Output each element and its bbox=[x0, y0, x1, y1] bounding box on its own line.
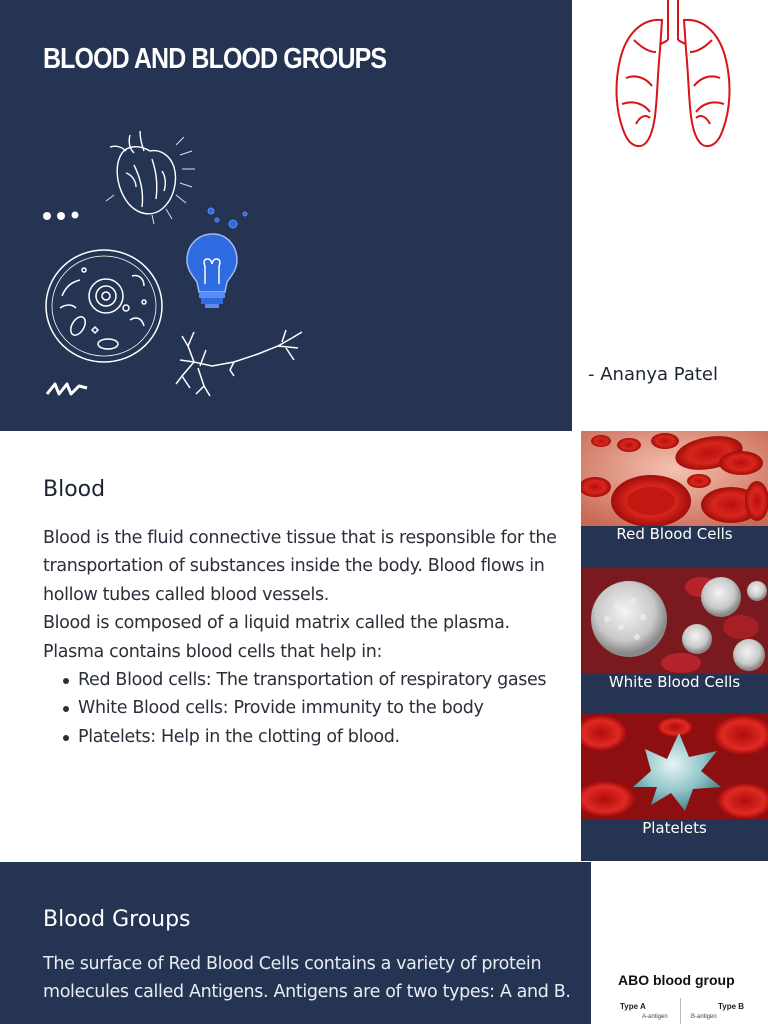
light-bulb-icon bbox=[183, 204, 253, 312]
blood-paragraph: Blood is composed of a liquid matrix called the plasma. bbox=[43, 613, 510, 634]
lungs-icon bbox=[612, 0, 738, 155]
red-blood-cells-image bbox=[581, 431, 768, 526]
abo-figure-title: ABO blood group bbox=[618, 972, 735, 988]
neuron-icon bbox=[174, 326, 306, 398]
abo-type-b-label: Type B bbox=[718, 1002, 745, 1011]
blood-paragraph: Blood is the fluid connective tissue that is responsible for the transportation of substances inside the body. Blood flows in hollow tubes called blood vessels. bbox=[43, 528, 557, 605]
blood-paragraph: Plasma contains blood cells that help in: bbox=[43, 641, 383, 662]
cell-label: Platelets bbox=[642, 819, 707, 837]
cell-label: White Blood Cells bbox=[608, 673, 741, 691]
title-slide-panel bbox=[0, 0, 572, 431]
slide-title: BLOOD AND BLOOD GROUPS bbox=[43, 43, 387, 75]
abo-divider bbox=[680, 998, 681, 1024]
blood-heading: Blood bbox=[43, 477, 106, 502]
heart-icon bbox=[100, 125, 196, 225]
platelets-image bbox=[581, 713, 768, 819]
cell-icon bbox=[44, 246, 166, 368]
cell-label: Red Blood Cells bbox=[616, 525, 733, 543]
abo-antigen-a-label: A-antigen bbox=[642, 1014, 668, 1020]
white-blood-cells-image bbox=[581, 567, 768, 674]
blood-groups-heading: Blood Groups bbox=[43, 907, 191, 932]
list-item: Red Blood cells: The transportation of respiratory gases bbox=[43, 666, 578, 694]
white-blood-cells-card bbox=[581, 567, 768, 713]
platelets-card bbox=[581, 713, 768, 861]
list-item: White Blood cells: Provide immunity to the body bbox=[43, 694, 578, 722]
blood-groups-text: The surface of Red Blood Cells contains a variety of protein molecules called Antigens. Antigens are of two types: A and B. bbox=[43, 954, 571, 1003]
red-blood-cells-card bbox=[581, 431, 768, 567]
author-name: - Ananya Patel bbox=[588, 364, 718, 385]
cell-images-column bbox=[581, 431, 768, 861]
blood-text bbox=[43, 524, 578, 751]
dots-icon bbox=[42, 210, 82, 222]
abo-type-a-label: Type A bbox=[620, 1002, 646, 1011]
abo-antigen-b-label: B-antigen bbox=[691, 1014, 717, 1020]
list-item: Platelets: Help in the clotting of blood. bbox=[43, 723, 578, 751]
blood-cell-list bbox=[43, 666, 578, 751]
squiggle-icon bbox=[45, 380, 89, 398]
